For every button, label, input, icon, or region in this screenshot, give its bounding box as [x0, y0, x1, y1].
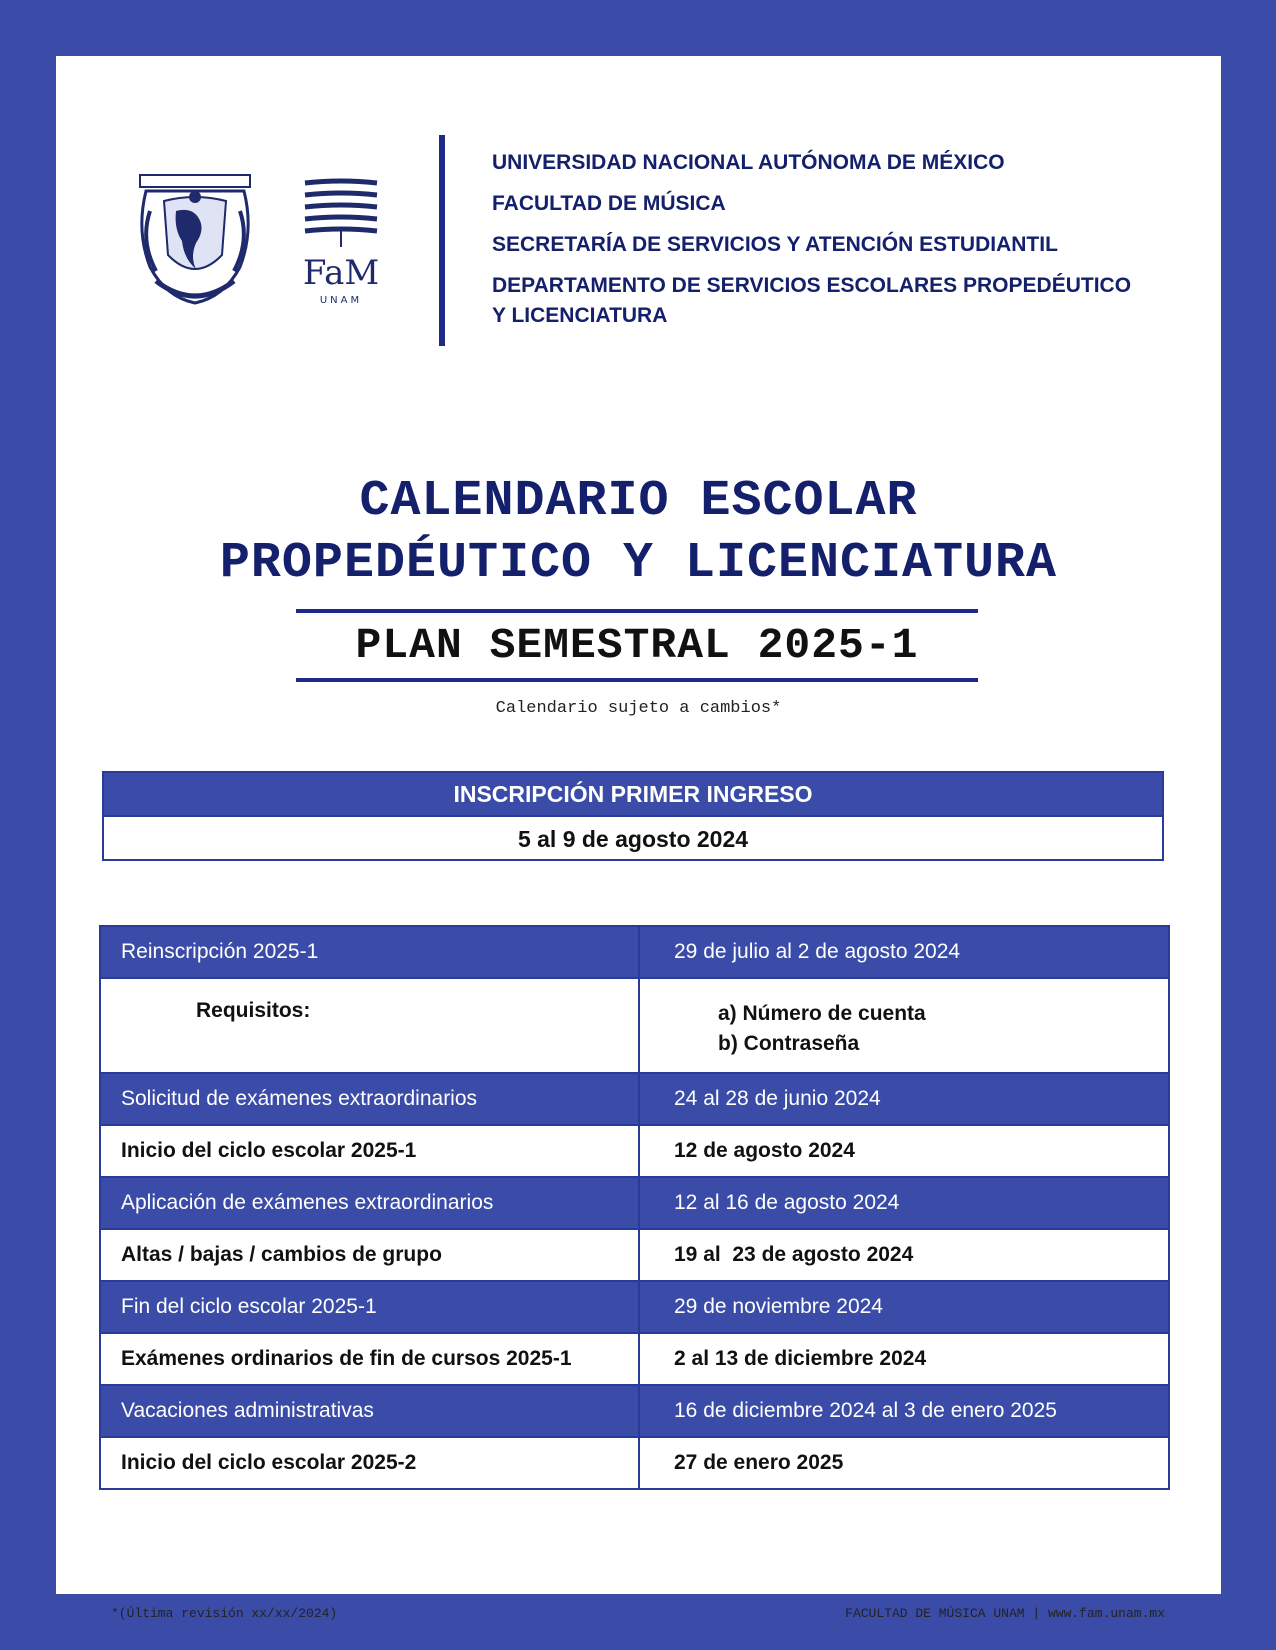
row-date: 29 de julio al 2 de agosto 2024	[674, 940, 961, 963]
inscripcion-heading: INSCRIPCIÓN PRIMER INGRESO	[104, 773, 1162, 815]
table-row	[101, 927, 1168, 977]
table-row	[101, 1436, 1168, 1488]
row-label: Inicio del ciclo escolar 2025-1	[101, 1126, 640, 1176]
row-label: Solicitud de exámenes extraordinarios	[101, 1074, 640, 1124]
table-row	[101, 1072, 1168, 1124]
requirements-list	[640, 979, 1168, 1072]
row-date: 24 al 28 de junio 2024	[674, 1087, 881, 1110]
footer-site: FACULTAD DE MÚSICA UNAM | www.fam.unam.mx	[845, 1606, 1165, 1621]
row-label: Reinscripción 2025-1	[101, 927, 640, 977]
svg-text:UNAM: UNAM	[319, 295, 363, 306]
table-row	[101, 1332, 1168, 1384]
row-date: 12 al 16 de agosto 2024	[674, 1191, 900, 1214]
subject-to-change-note: Calendario sujeto a cambios*	[495, 699, 782, 718]
table-row	[101, 1384, 1168, 1436]
row-date: 19 al 23 de agosto 2024	[674, 1243, 914, 1266]
row-label: Fin del ciclo escolar 2025-1	[101, 1282, 640, 1332]
faculty-name: FACULTAD DE MÚSICA	[492, 192, 726, 215]
row-label: Inicio del ciclo escolar 2025-2	[101, 1438, 640, 1488]
schedule-table	[99, 925, 1170, 1490]
fam-unam-logo	[301, 177, 381, 307]
institution-block	[492, 148, 1172, 331]
requirement-item: b) Contraseña	[718, 1032, 860, 1055]
row-label: Vacaciones administrativas	[101, 1386, 640, 1436]
row-date: 29 de noviembre 2024	[674, 1295, 883, 1318]
inscripcion-box	[102, 771, 1164, 861]
row-label: Altas / bajas / cambios de grupo	[101, 1230, 640, 1280]
department-name-line2: Y LICENCIATURA	[492, 304, 668, 327]
table-row	[101, 1280, 1168, 1332]
university-name: UNIVERSIDAD NACIONAL AUTÓNOMA DE MÉXICO	[492, 151, 1005, 174]
table-row	[101, 1124, 1168, 1176]
row-date: 27 de enero 2025	[674, 1451, 844, 1474]
inscripcion-date: 5 al 9 de agosto 2024	[104, 815, 1162, 859]
plan-banner	[296, 609, 978, 682]
requirements-row	[101, 977, 1168, 1072]
row-date: 12 de agosto 2024	[674, 1139, 855, 1162]
row-label: Aplicación de exámenes extraordinarios	[101, 1178, 640, 1228]
table-row	[101, 1176, 1168, 1228]
header-logos	[136, 171, 446, 371]
plan-title: PLAN SEMESTRAL 2025-1	[355, 621, 919, 670]
requirements-label: Requisitos:	[101, 979, 640, 1072]
row-date: 16 de diciembre 2024 al 3 de enero 2025	[674, 1399, 1057, 1422]
revision-note: *(Última revisión xx/xx/2024)	[111, 1606, 338, 1621]
row-label: Exámenes ordinarios de fin de cursos 2025-1	[101, 1334, 640, 1384]
table-row	[101, 1228, 1168, 1280]
secretariat-name: SECRETARÍA DE SERVICIOS Y ATENCIÓN ESTUDIANTIL	[492, 233, 1058, 256]
department-name-line1: DEPARTAMENTO DE SERVICIOS ESCOLARES PROPEDÉUTICO	[492, 274, 1132, 297]
page-title-line1: CALENDARIO ESCOLAR	[359, 473, 918, 530]
svg-text:FaM: FaM	[302, 253, 380, 293]
document-page	[56, 56, 1221, 1621]
unam-seal-logo	[136, 171, 254, 307]
requirement-item: a) Número de cuenta	[718, 1002, 926, 1025]
header-divider	[439, 135, 445, 346]
page-title-line2: PROPEDÉUTICO Y LICENCIATURA	[219, 535, 1058, 592]
row-date: 2 al 13 de diciembre 2024	[674, 1347, 927, 1370]
